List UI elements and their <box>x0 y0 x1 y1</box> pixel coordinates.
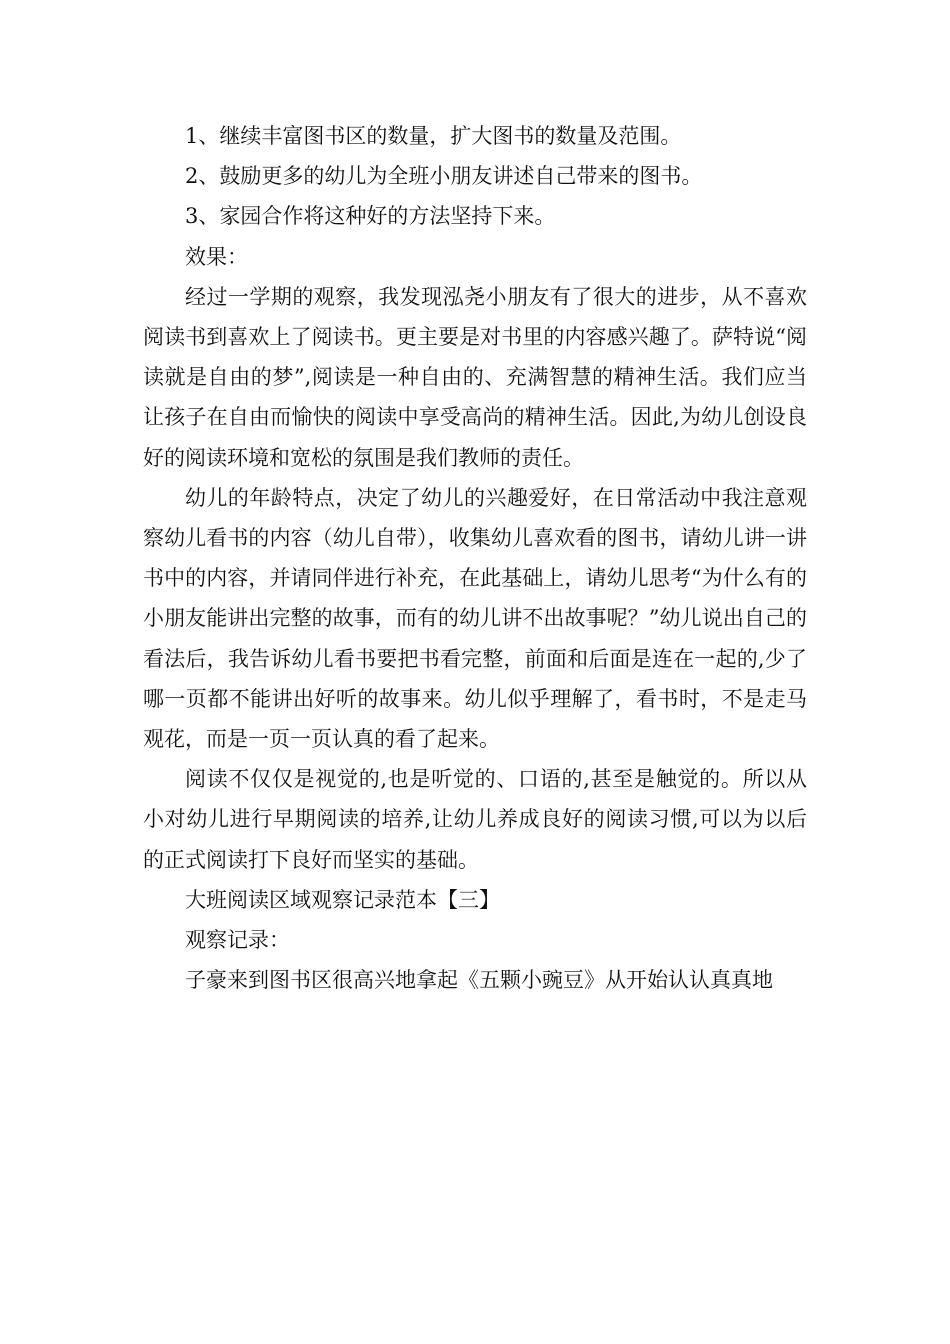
section-heading: 大班阅读区域观察记录范本【三】 <box>185 887 500 912</box>
section-label-effect: 效果： <box>185 244 248 269</box>
paragraph-effect-3: 阅读不仅仅是视觉的,也是听觉的、口语的,甚至是触觉的。所以从小对幼儿进行早期阅读的培养,让幼儿养成良好的阅读习惯,可以为以后的正式阅读打下良好而坚实的基础。 <box>143 767 807 872</box>
document-body <box>143 116 807 1000</box>
paragraph-effect-2: 幼儿的年龄特点，决定了幼儿的兴趣爱好，在日常活动中我注意观察幼儿看书的内容（幼儿自带），收集幼儿喜欢看的图书，请幼儿讲一讲书中的内容，并请同伴进行补充，在此基础上，请幼儿思考“为什么有的小朋友能讲出完整的故事，而有的幼儿讲不出故事呢？”幼儿说出自己的看法后，我告诉幼儿看书要把书看完整，前面和后面是连在一起的,少了哪一页都不能讲出好听的故事来。幼儿似乎理解了，看书时，不是走马观花，而是一页一页认真的看了起来。 <box>143 485 807 752</box>
list-item-2: 2、鼓励更多的幼儿为全班小朋友讲述自己带来的图书。 <box>185 164 703 189</box>
paragraph-effect-1: 经过一学期的观察，我发现泓尧小朋友有了很大的进步，从不喜欢阅读书到喜欢上了阅读书。更主要是对书里的内容感兴趣了。萨特说“阅读就是自由的梦”,阅读是一种自由的、充满智慧的精神生活。我们应当让孩子在自由而愉快的阅读中享受高尚的精神生活。因此,为幼儿创设良好的阅读环境和宽松的氛围是我们教师的责任。 <box>143 284 807 470</box>
section-label-observation: 观察记录： <box>185 928 290 953</box>
list-item-3: 3、家园合作将这种好的方法坚持下来。 <box>185 204 556 229</box>
list-item-1: 1、继续丰富图书区的数量，扩大图书的数量及范围。 <box>185 124 682 148</box>
paragraph-observation: 子豪来到图书区很高兴地拿起《五颗小豌豆》从开始认认真真地 <box>185 968 773 993</box>
